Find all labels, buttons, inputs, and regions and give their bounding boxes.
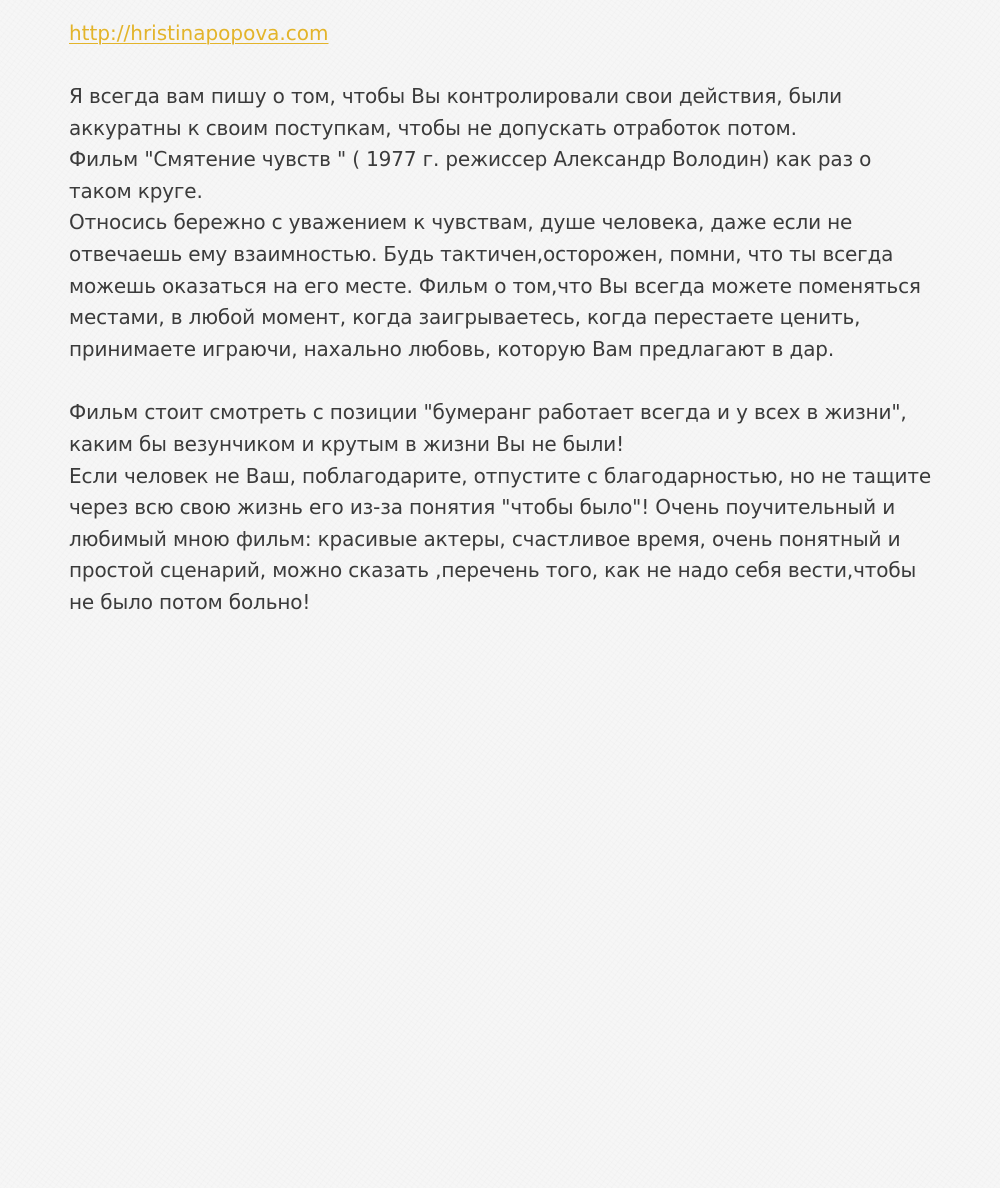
text-line: принимаете играючи, нахально любовь, которую Вам предлагают в дар. (69, 336, 835, 361)
text-line: Относись бережно с уважением к чувствам, душе человека, даже если не (69, 210, 853, 235)
text-line: таком круге. (69, 178, 203, 203)
text-line: Фильм "Смятение чувств " ( 1977 г. режиссер Александр Володин) как раз о (69, 147, 872, 172)
text-line: простой сценарий, можно сказать ,перечень того, как не надо себя вести,чтобы (69, 558, 917, 583)
blank-line (69, 49, 939, 81)
note-body[interactable] (69, 17, 939, 619)
blank-line (69, 365, 939, 397)
text-line: Если человек не Ваш, поблагодарите, отпустите с благодарностью, но не тащите (69, 463, 932, 488)
paragraph-1 (69, 81, 939, 365)
text-line: любимый мною фильм: красивые актеры, счастливое время, очень понятный и (69, 526, 901, 551)
text-line: можешь оказаться на его месте. Фильм о том,что Вы всегда можете поменяться (69, 273, 921, 298)
text-line: не было потом больно! (69, 589, 311, 614)
paragraph-2 (69, 397, 939, 618)
text-line: аккуратны к своим поступкам, чтобы не допускать отработок потом. (69, 115, 797, 140)
text-line: через всю свою жизнь его из-за понятия "чтобы было"! Очень поучительный и (69, 495, 896, 520)
text-line: местами, в любой момент, когда заигрываетесь, когда перестаете ценить, (69, 305, 861, 330)
text-line: Я всегда вам пишу о том, чтобы Вы контролировали свои действия, были (69, 84, 842, 108)
text-line: отвечаешь ему взаимностью. Будь тактичен,осторожен, помни, что ты всегда (69, 241, 894, 266)
website-link[interactable]: http://hristinapopova.com (69, 21, 329, 45)
text-line: Фильм стоит смотреть с позиции "бумеранг работает всегда и у всех в жизни", (69, 400, 907, 425)
text-line: каким бы везунчиком и крутым в жизни Вы не были! (69, 431, 624, 456)
